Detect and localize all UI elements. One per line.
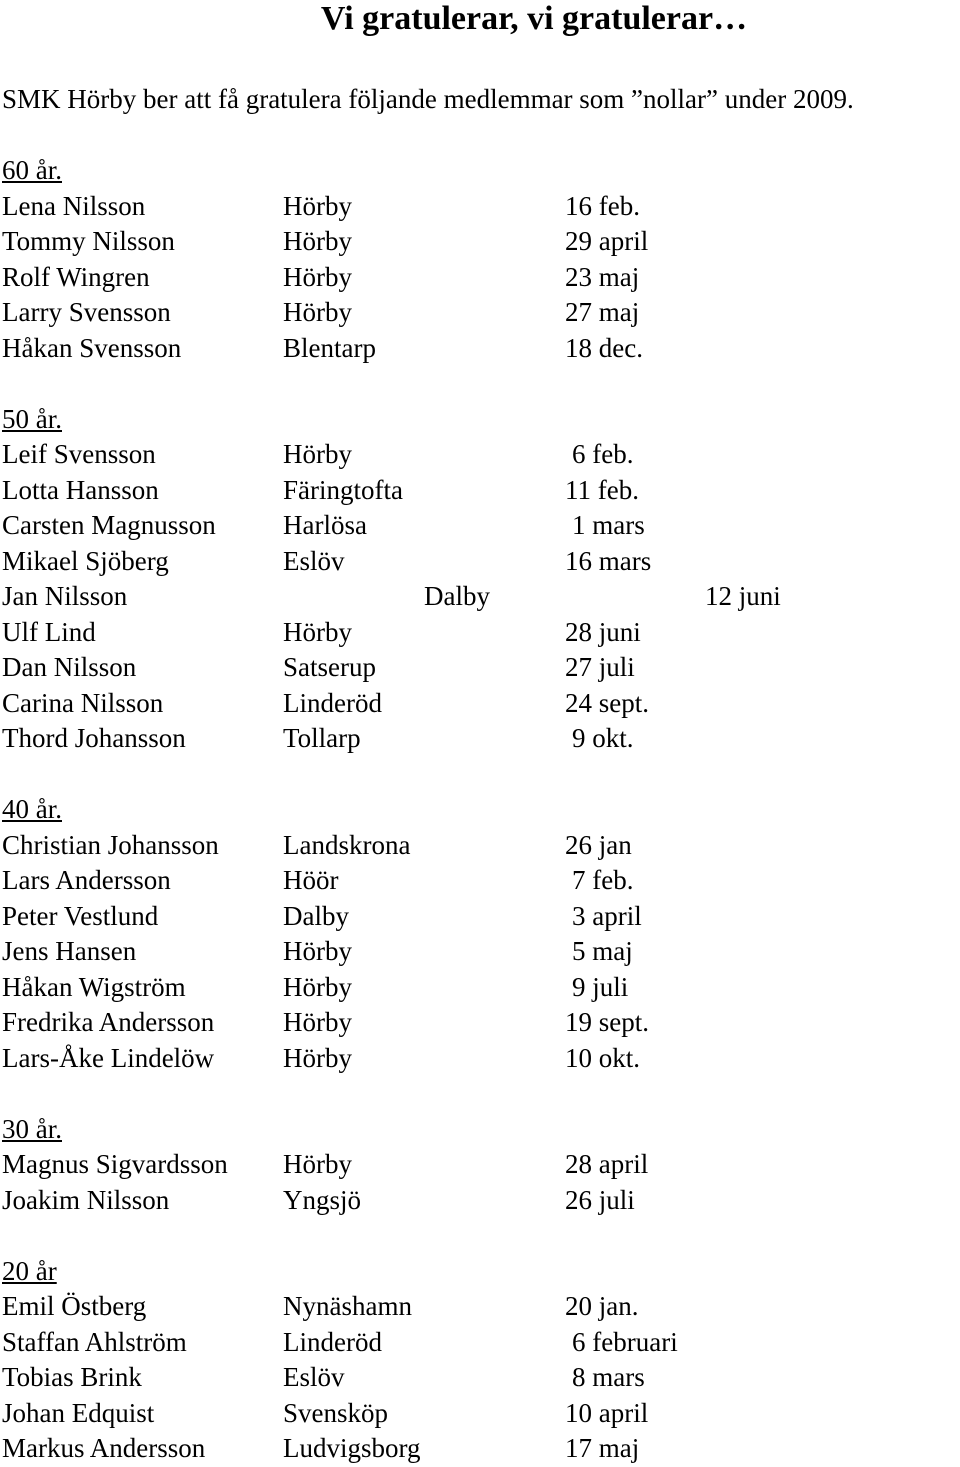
section-heading: 30 år. [2,1113,62,1144]
member-date: 9 juli [572,971,629,1002]
member-name: Mikael Sjöberg [2,545,169,576]
member-row [2,686,952,722]
member-place: Hörby [283,1149,352,1179]
member-date: 8 mars [572,1362,645,1392]
member-date: 19 sept. [565,1007,649,1037]
member-row [2,828,952,864]
member-date: 16 mars [565,545,652,576]
member-date: 27 maj [565,297,640,327]
member-place: Harlösa [283,510,367,540]
member-row [2,544,952,580]
member-row [2,1325,952,1361]
member-place: Hörby [283,226,352,256]
member-name: Emil Östberg [2,1291,147,1321]
member-row [2,934,952,970]
member-name: Christian Johansson [2,829,219,860]
member-date: 18 dec. [565,332,643,363]
member-row [2,189,952,225]
member-place: Nynäshamn [283,1291,412,1321]
member-date: 10 april [565,1397,649,1428]
member-row [2,473,952,509]
member-date: 6 februari [572,1326,678,1357]
member-date: 20 jan. [565,1291,639,1321]
member-name: Rolf Wingren [2,261,150,292]
member-name: Håkan Wigström [2,971,186,1002]
member-name: Joakim Nilsson [2,1184,170,1215]
member-name: Larry Svensson [2,297,171,327]
member-place: Hörby [283,936,352,966]
member-date: 28 april [565,1149,649,1179]
member-place: Höör [283,865,339,895]
member-row [2,437,952,473]
member-place: Linderöd [283,687,382,718]
member-row [2,1360,952,1396]
member-date: 5 maj [572,936,633,966]
member-date: 17 maj [565,1433,640,1463]
member-row [2,508,952,544]
age-section [2,1112,952,1219]
member-row [2,863,952,899]
member-place: Yngsjö [283,1184,362,1215]
member-row [2,579,952,615]
member-name: Lars-Åke Lindelöw [2,1042,215,1073]
member-name: Håkan Svensson [2,332,182,363]
member-place: Eslöv [283,1362,345,1392]
member-name: Jan Nilsson [2,581,128,611]
member-name: Magnus Sigvardsson [2,1149,228,1179]
member-name: Leif Svensson [2,439,156,469]
member-date: 24 sept. [565,687,649,718]
member-name: Jens Hansen [2,936,137,966]
age-section [2,792,952,1076]
member-place: Svensköp [283,1397,389,1428]
member-name: Dan Nilsson [2,652,137,682]
member-date: 10 okt. [565,1042,641,1073]
member-row [2,1289,952,1325]
member-date: 23 maj [565,261,640,292]
member-name: Tommy Nilsson [2,226,175,256]
member-place: Hörby [283,616,352,647]
member-place: Hörby [283,1042,352,1073]
member-name: Lena Nilsson [2,190,146,221]
age-section [2,1254,952,1467]
member-place: Eslöv [283,545,345,576]
member-place: Dalby [424,581,490,611]
member-name: Markus Andersson [2,1433,206,1463]
member-name: Peter Vestlund [2,900,159,931]
member-place: Tollarp [283,723,361,753]
member-row [2,260,952,296]
intro-text: SMK Hörby ber att få gratulera följande medlemmar som ”nollar” under 2009. [2,84,854,114]
member-date: 9 okt. [572,723,634,753]
member-place: Linderöd [283,1326,382,1357]
member-name: Lotta Hansson [2,474,159,505]
member-date: 11 feb. [565,474,639,505]
age-section [2,153,952,366]
section-heading: 20 år [2,1255,57,1286]
member-place: Hörby [283,261,352,292]
member-row [2,1431,952,1467]
birthday-list [2,153,952,1467]
member-date: 28 juni [565,616,641,647]
section-heading: 40 år. [2,794,62,824]
member-row [2,295,952,331]
member-date: 27 juli [565,652,635,682]
age-section [2,402,952,757]
member-row [2,224,952,260]
member-name: Ulf Lind [2,616,96,647]
member-date: 7 feb. [572,865,634,895]
member-row [2,1041,952,1077]
page-title: Vi gratulerar, vi gratulerar… [320,0,748,37]
member-date: 26 juli [565,1184,635,1215]
member-row [2,1005,952,1041]
member-date: 1 mars [572,510,645,540]
member-place: Hörby [283,297,352,327]
member-name: Lars Andersson [2,865,171,895]
member-row [2,650,952,686]
member-row [2,1147,952,1183]
member-place: Ludvigsborg [283,1433,421,1463]
member-row [2,1183,952,1219]
member-date: 26 jan [565,829,632,860]
member-date: 12 juni [705,581,781,611]
member-date: 16 feb. [565,190,640,221]
member-name: Thord Johansson [2,723,186,753]
member-place: Hörby [283,1007,352,1037]
member-place: Blentarp [283,332,376,363]
member-name: Fredrika Andersson [2,1007,215,1037]
section-heading: 50 år. [2,403,62,434]
member-row [2,1396,952,1432]
member-date: 29 april [565,226,649,256]
member-date: 6 feb. [572,439,634,469]
member-name: Johan Edquist [2,1397,155,1428]
member-place: Dalby [283,900,349,931]
member-name: Carina Nilsson [2,687,164,718]
member-place: Satserup [283,652,376,682]
member-place: Hörby [283,439,352,469]
member-place: Hörby [283,971,352,1002]
member-place: Färingtofta [283,474,403,505]
member-name: Tobias Brink [2,1362,142,1392]
member-row [2,615,952,651]
member-name: Staffan Ahlström [2,1326,187,1357]
member-place: Landskrona [283,829,411,860]
member-row [2,899,952,935]
section-heading: 60 år. [2,155,62,185]
member-date: 3 april [572,900,642,931]
member-row [2,721,952,757]
member-row [2,331,952,367]
member-row [2,970,952,1006]
member-place: Hörby [283,190,352,221]
member-name: Carsten Magnusson [2,510,216,540]
